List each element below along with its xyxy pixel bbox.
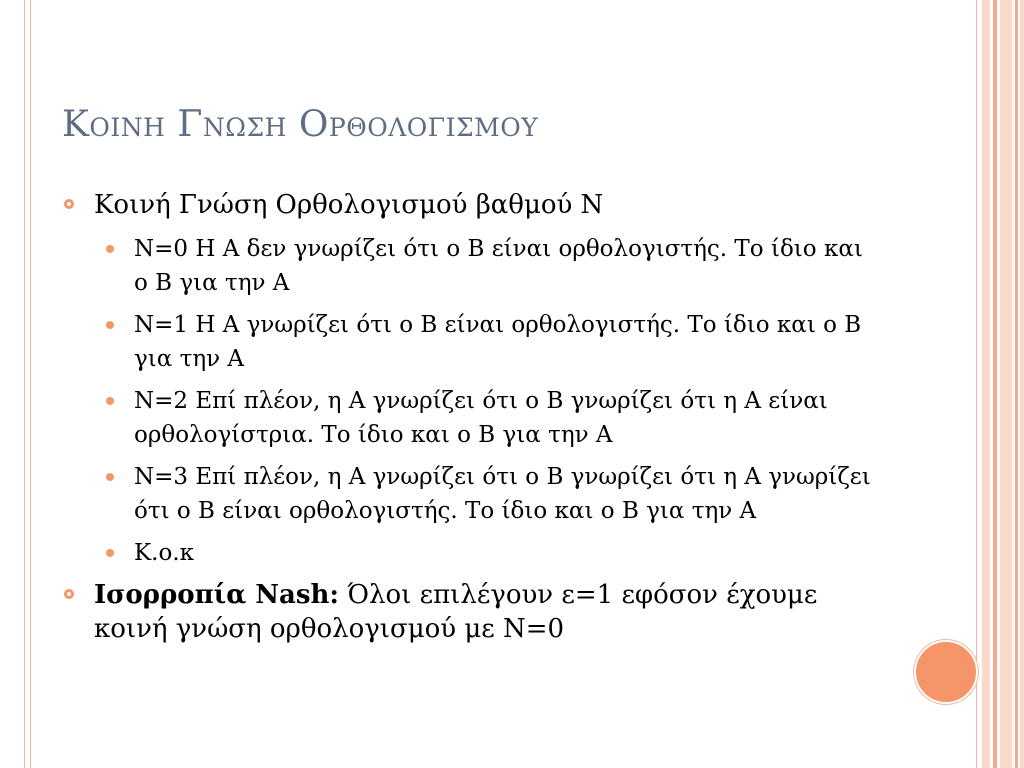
sub-bullet-item (62, 384, 882, 452)
slide-title: Κοινη Γνωση Ορθολογισμου (62, 104, 539, 145)
right-decorative-stripes (976, 0, 1024, 768)
left-border-line-inner (30, 0, 31, 768)
bullet-text: Όλοι επιλέγουν ε=1 εφόσον έχουμε κοινή γνώση ορθολογισμού με Ν=0 (94, 580, 818, 644)
left-border-line (24, 0, 25, 768)
sub-bullet-item (62, 232, 882, 300)
ring-bullet-icon (64, 199, 74, 209)
sub-bullet-text: Ν=3 Επί πλέον, η Α γνωρίζει ότι ο Β γνωρίζει ότι η Α γνωρίζει ότι ο Β είναι ορθολογιστής. Το ίδιο και ο Β για την Α (134, 464, 871, 524)
slide-content (62, 188, 882, 656)
sub-bullet-text: Κ.ο.κ (134, 540, 195, 566)
dot-bullet-icon (106, 321, 114, 329)
bullet-item (62, 578, 882, 646)
stripe (1015, 0, 1018, 768)
bullet-text: Κοινή Γνώση Ορθολογισμού βαθμού Ν (94, 190, 604, 220)
stripe (1000, 0, 1012, 768)
stripe (993, 0, 997, 768)
sub-bullet-item (62, 536, 882, 570)
dot-bullet-icon (106, 549, 114, 557)
dot-bullet-icon (106, 245, 114, 253)
stripe (976, 0, 977, 768)
sub-bullet-text: Ν=2 Επί πλέον, η Α γνωρίζει ότι ο Β γνωρίζει ότι η Α είναι ορθολογίστρια. Το ίδιο και ο Β για την Α (134, 388, 828, 448)
bullet-item (62, 188, 882, 222)
sub-bullet-text: Ν=0 Η Α δεν γνωρίζει ότι ο Β είναι ορθολογιστής. Το ίδιο και ο Β για την Α (134, 236, 863, 296)
sub-bullet-item (62, 308, 882, 376)
stripe (982, 0, 990, 768)
decorative-circle (914, 640, 978, 704)
stripe (1020, 0, 1024, 768)
ring-bullet-icon (64, 589, 74, 599)
sub-bullet-item (62, 460, 882, 528)
bullet-bold-text: Ισορροπία Nash: (94, 580, 340, 610)
dot-bullet-icon (106, 473, 114, 481)
sub-bullet-text: Ν=1 Η Α γνωρίζει ότι ο Β είναι ορθολογιστής. Το ίδιο και ο Β για την Α (134, 312, 862, 372)
dot-bullet-icon (106, 397, 114, 405)
